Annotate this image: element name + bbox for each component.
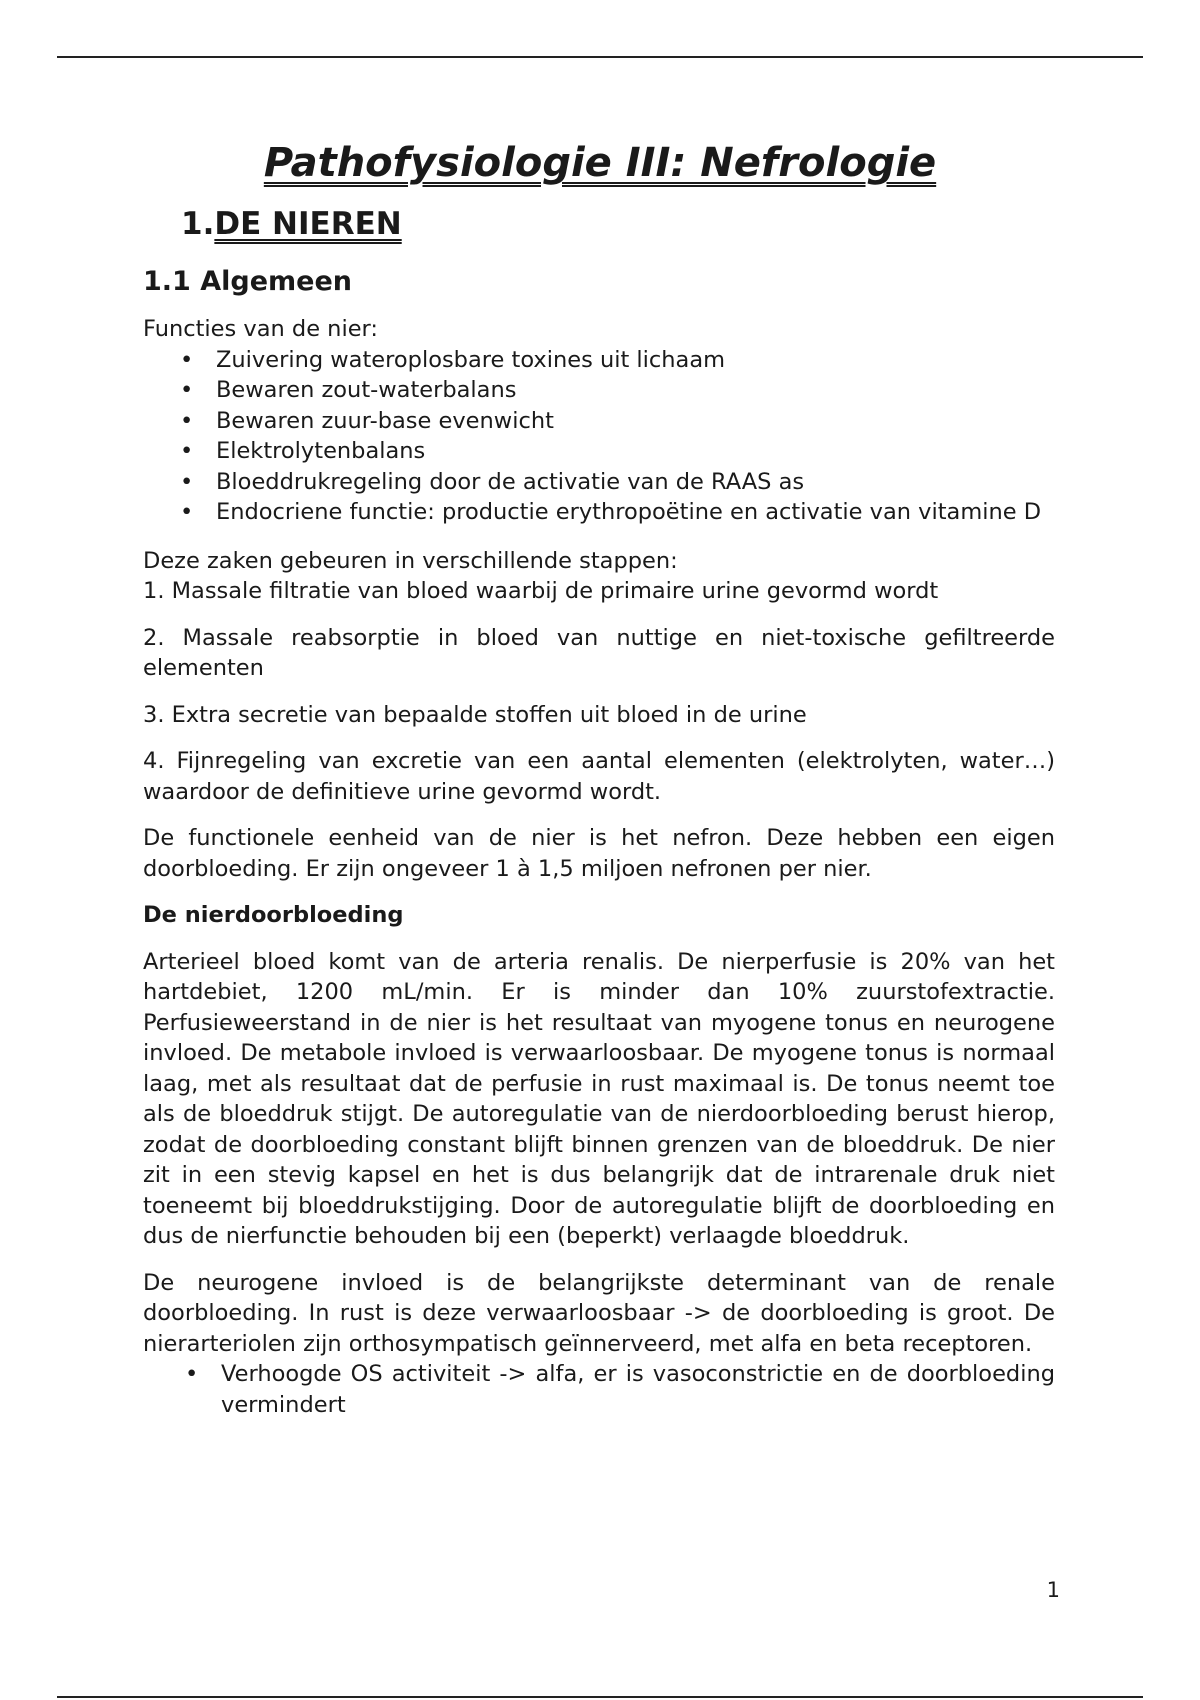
page-number: 1 <box>1046 1578 1060 1602</box>
bullet: • <box>180 346 194 373</box>
subheading: De nierdoorbloeding <box>143 902 404 928</box>
list-item: • Bloeddrukregeling door de activatie van de RAAS as <box>143 467 1055 498</box>
bullet: • <box>180 499 194 525</box>
document-title <box>0 140 1200 186</box>
list-item: • Bewaren zuur-base evenwicht <box>143 406 1055 437</box>
bullet: • <box>180 377 194 403</box>
section-heading: 1.1 Algemeen <box>143 266 352 297</box>
bullet: • <box>180 438 194 464</box>
list-item: • Verhoogde OS activiteit -> alfa, er is vasoconstrictie en de doorbloeding vermindert <box>185 1361 1055 1418</box>
body-paragraph: Arterieel bloed komt van de arteria renalis. De nierperfusie is 20% van het hartdebiet, 1200 mL/min. Er is minder dan 10% zuurstofextractie. Perfusieweerstand in de nier is het resultaat van myogene tonus en neurogene invloed. De metabole invloed is verwaarloosbaar. De myogene tonus is normaal laag, met als resultaat dat de perfusie in rust maximaal is. De tonus neemt toe als de bloeddruk stijgt. De autoregulatie van de nierdoorbloeding berust hierop, zodat de doorbloeding constant blijft binnen grenzen van de bloeddruk. De nier zit in een stevig kapsel en het is dus belangrijk dat de intrarenale druk niet toeneemt bij bloeddrukstijging. Door de autoregulatie blijft de doorbloeding en dus de nierfunctie behouden bij een (beperkt) verlaagde bloeddruk. <box>143 948 1055 1249</box>
document-body <box>143 314 1055 1420</box>
step-item: 3. Extra secretie van bepaalde stoffen uit bloed in de urine <box>143 701 807 728</box>
document-title-text: Pathofysiologie III: Nefrologie <box>263 140 937 186</box>
body-paragraph: De neurogene invloed is de belangrijkste determinant van de renale doorbloeding. In rust is deze verwaarloosbaar -> de doorbloeding is groot. De nierarteriolen zijn orthosympatisch geïnnerveerd, met alfa en beta receptoren. <box>143 1269 1055 1357</box>
chapter-heading <box>181 206 402 242</box>
nefron-paragraph: De functionele eenheid van de nier is het nefron. Deze hebben een eigen doorbloeding. Er zijn ongeveer 1 à 1,5 miljoen nefronen per nier. <box>143 825 1055 882</box>
footer-rule <box>57 1696 1143 1698</box>
functions-intro: Functies van de nier: <box>143 316 378 342</box>
bullet: • <box>185 1361 199 1387</box>
functions-list <box>143 345 1055 528</box>
chapter-label: DE NIEREN <box>214 206 402 242</box>
list-item: • Elektrolytenbalans <box>143 436 1055 467</box>
innervation-list <box>143 1359 1055 1420</box>
bullet: • <box>180 468 194 495</box>
bullet: • <box>180 407 194 434</box>
chapter-number: 1. <box>181 206 215 242</box>
list-item: • Bewaren zout-waterbalans <box>143 375 1055 406</box>
list-item: • Endocriene functie: productie erythropoëtine en activatie van vitamine D <box>143 497 1055 528</box>
step-item: 2. Massale reabsorptie in bloed van nuttige en niet-toxische gefiltreerde elementen <box>143 624 1055 681</box>
step-item: 1. Massale filtratie van bloed waarbij de primaire urine gevormd wordt <box>143 578 939 604</box>
list-item: • Zuivering wateroplosbare toxines uit lichaam <box>143 345 1055 376</box>
steps-intro: Deze zaken gebeuren in verschillende stappen: <box>143 547 678 574</box>
header-rule <box>57 56 1143 58</box>
step-item: 4. Fijnregeling van excretie van een aantal elementen (elektrolyten, water…) waardoor de definitieve urine gevormd wordt. <box>143 748 1055 805</box>
